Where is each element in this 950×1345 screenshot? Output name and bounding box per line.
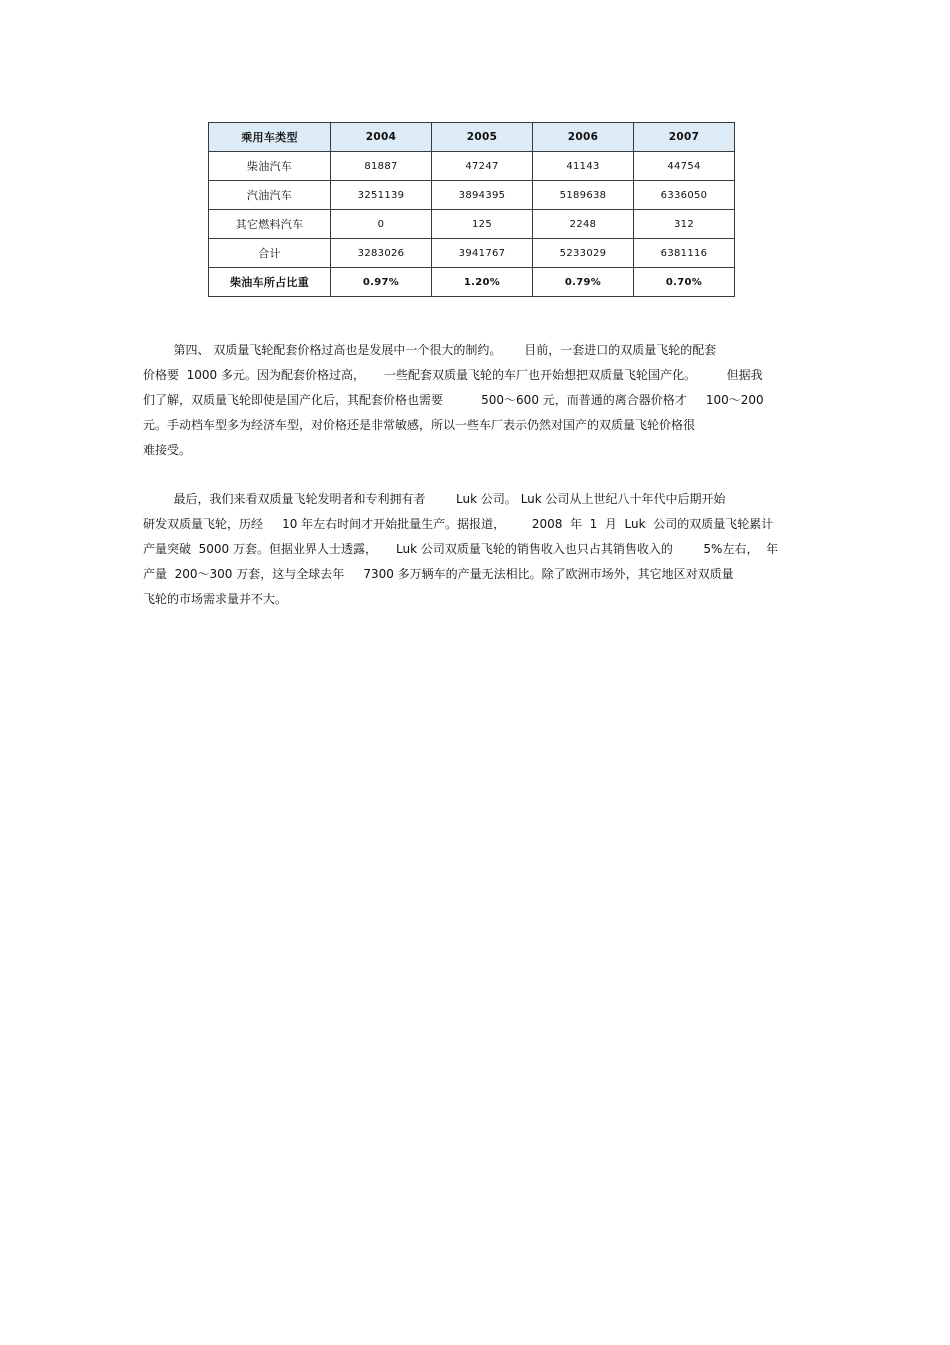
table-cell: 41143 bbox=[533, 152, 634, 181]
paragraph-luk-company bbox=[143, 487, 811, 612]
table-row bbox=[209, 152, 735, 181]
paragraph-line: 产量突破 5000 万套。但据业界人士透露， Luk 公司双质量飞轮的销售收入也只占其销售收入的 5%左右， 年 bbox=[143, 542, 779, 556]
header-year: 2007 bbox=[634, 123, 735, 152]
paragraph-pricing bbox=[143, 338, 811, 463]
paragraph-line: 最后，我们来看双质量飞轮发明者和专利拥有者 Luk 公司。 Luk 公司从上世纪八十年代中后期开始 bbox=[143, 492, 726, 506]
table-cell: 47247 bbox=[432, 152, 533, 181]
table-cell: 3941767 bbox=[432, 239, 533, 268]
row-label: 柴油汽车 bbox=[209, 152, 331, 181]
vehicle-fuel-type-table bbox=[208, 122, 735, 297]
table-row bbox=[209, 181, 735, 210]
table-cell: 5233029 bbox=[533, 239, 634, 268]
row-label: 合计 bbox=[209, 239, 331, 268]
header-year: 2004 bbox=[331, 123, 432, 152]
paragraph-line: 研发双质量飞轮，历经 10 年左右时间才开始批量生产。据报道， 2008 年 1 月 Luk 公司的双质量飞轮累计 bbox=[143, 517, 774, 531]
table-cell: 1.20% bbox=[432, 268, 533, 297]
header-vehicle-type: 乘用车类型 bbox=[209, 123, 331, 152]
table-cell: 3283026 bbox=[331, 239, 432, 268]
table-row bbox=[209, 210, 735, 239]
paragraph-line: 第四、 双质量飞轮配套价格过高也是发展中一个很大的制约。 目前，一套进口的双质量飞轮的配套 bbox=[143, 343, 717, 357]
paragraph-line: 产量 200～300 万套，这与全球去年 7300 多万辆车的产量无法相比。除了欧洲市场外，其它地区对双质量 bbox=[143, 567, 734, 581]
table-cell: 6381116 bbox=[634, 239, 735, 268]
table-cell: 0.70% bbox=[634, 268, 735, 297]
table-cell: 0.79% bbox=[533, 268, 634, 297]
table-cell: 2248 bbox=[533, 210, 634, 239]
paragraph-line: 们了解，双质量飞轮即使是国产化后，其配套价格也需要 500～600 元，而普通的离合器价格才 100～200 bbox=[143, 393, 764, 407]
table-cell: 81887 bbox=[331, 152, 432, 181]
paragraph-line: 价格要 1000 多元。因为配套价格过高， 一些配套双质量飞轮的车厂也开始想把双质量飞轮国产化。 但据我 bbox=[143, 368, 763, 382]
table-cell: 5189638 bbox=[533, 181, 634, 210]
table-cell: 3894395 bbox=[432, 181, 533, 210]
table-cell: 125 bbox=[432, 210, 533, 239]
table-cell: 312 bbox=[634, 210, 735, 239]
row-label: 其它燃料汽车 bbox=[209, 210, 331, 239]
table-cell: 44754 bbox=[634, 152, 735, 181]
table-cell: 3251139 bbox=[331, 181, 432, 210]
header-year: 2006 bbox=[533, 123, 634, 152]
paragraph-line: 元。手动档车型多为经济车型，对价格还是非常敏感，所以一些车厂表示仍然对国产的双质量飞轮价格很 bbox=[143, 418, 696, 432]
row-label: 汽油汽车 bbox=[209, 181, 331, 210]
paragraph-line: 难接受。 bbox=[143, 443, 192, 457]
statistics-table-container bbox=[208, 122, 734, 306]
table-row-ratio bbox=[209, 268, 735, 297]
table-header-row bbox=[209, 123, 735, 152]
table-cell: 6336050 bbox=[634, 181, 735, 210]
table-cell: 0.97% bbox=[331, 268, 432, 297]
table-row bbox=[209, 239, 735, 268]
table-cell: 0 bbox=[331, 210, 432, 239]
header-year: 2005 bbox=[432, 123, 533, 152]
paragraph-line: 飞轮的市场需求量并不大。 bbox=[143, 592, 288, 606]
row-label: 柴油车所占比重 bbox=[209, 268, 331, 297]
